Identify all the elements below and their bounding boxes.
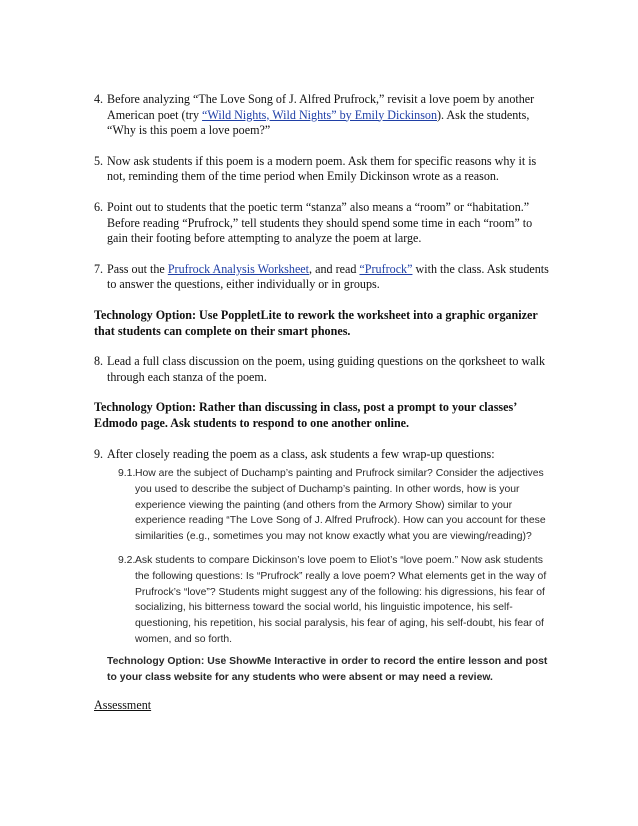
- list-item-8: [94, 354, 554, 385]
- wild-nights-link[interactable]: “Wild Nights, Wild Nights” by Emily Dickinson: [202, 107, 438, 122]
- item-text: Before analyzing “The Love Song of J. Alfred Prufrock,” revisit a love poem by another American poet (try: [107, 92, 535, 122]
- worksheet-link[interactable]: Prufrock Analysis Worksheet: [167, 261, 310, 276]
- list-item-4: [94, 92, 554, 139]
- item-number: 7.: [94, 261, 104, 276]
- item-number: 6.: [94, 199, 104, 214]
- assessment-heading: Assessment: [94, 697, 152, 712]
- list-item-5: [94, 154, 554, 185]
- item-number: 8.: [94, 354, 104, 369]
- item-number: 9.: [94, 446, 104, 461]
- list-item-9: [94, 447, 554, 463]
- sub-item-9-1: [94, 466, 554, 545]
- item-number: 4.: [94, 92, 104, 106]
- prufrock-link[interactable]: “Prufrock”: [359, 261, 413, 276]
- item-text: Now ask students if this poem is a modern poem. Ask them for specific reasons why it is not, reminding them of the time period when Emily Dickinson wrote as a reason.: [107, 153, 537, 184]
- item-text: After closely reading the poem as a class, ask students a few wrap-up questions:: [107, 446, 495, 461]
- sub-item-text: How are the subject of Duchamp’s painting and Prufrock similar? Consider the adjectives you used to describe the subject of Duchamp’s painting. In other words, how is your experience viewing the painting (and others from the Armory Show) similar to your experience reading “The Love Song of J. Alfred Prufrock). How can you account for these similarities (e.g., sometimes you may not know exactly what you are viewing/reading)?: [135, 468, 546, 543]
- sub-item-number: 9.2.: [118, 555, 136, 567]
- list-item-6: [94, 200, 554, 247]
- sub-item-number: 9.1.: [118, 468, 136, 480]
- sub-item-text: Ask students to compare Dickinson’s love poem to Eliot’s “love poem.” Now ask students the following questions: Is “Prufrock” really a love poem? What elements get in the way of Prufrock’s “love”? Students might suggest any of the following: his digressions, his fear of socializing, his bitterness toward the social world, his linguistic impotence, his self-questioning, his repetition, his social paralysis, his fear of aging, his self-doubt, his fear of women, and so forth.: [135, 555, 547, 646]
- list-item-7: [94, 262, 554, 293]
- technology-option-edmodo: Technology Option: Rather than discussing in class, post a prompt to your classes’ Edmodo page. Ask students to respond to one another online.: [94, 400, 517, 430]
- item-text: Pass out the: [107, 261, 168, 276]
- lesson-content: [94, 92, 554, 713]
- technology-option-showme: Technology Option: Use ShowMe Interactive in order to record the entire lesson and post to your class website for any students who were absent or may need a review.: [107, 655, 548, 683]
- technology-option-popplet: Technology Option: Use PoppletLite to rework the worksheet into a graphic organizer that students can complete on their smart phones.: [94, 307, 538, 338]
- item-text: with the class. Ask students to answer the questions, either individually or in groups.: [107, 261, 549, 292]
- item-text: , and read: [309, 261, 360, 276]
- item-text: ). Ask the students, “Why is this poem a love poem?”: [107, 107, 530, 138]
- item-text: Lead a full class discussion on the poem, using guiding questions on the qorksheet to walk through each stanza of the poem.: [107, 354, 545, 384]
- item-text: Point out to students that the poetic term “stanza” also means a “room” or “habitation.” Before reading “Prufrock,” tell students they should spend some time in each “room” to gain their footing before attempting to analyze the poem at large.: [107, 199, 533, 246]
- sub-item-9-2: [94, 553, 554, 648]
- item-number: 5.: [94, 153, 104, 168]
